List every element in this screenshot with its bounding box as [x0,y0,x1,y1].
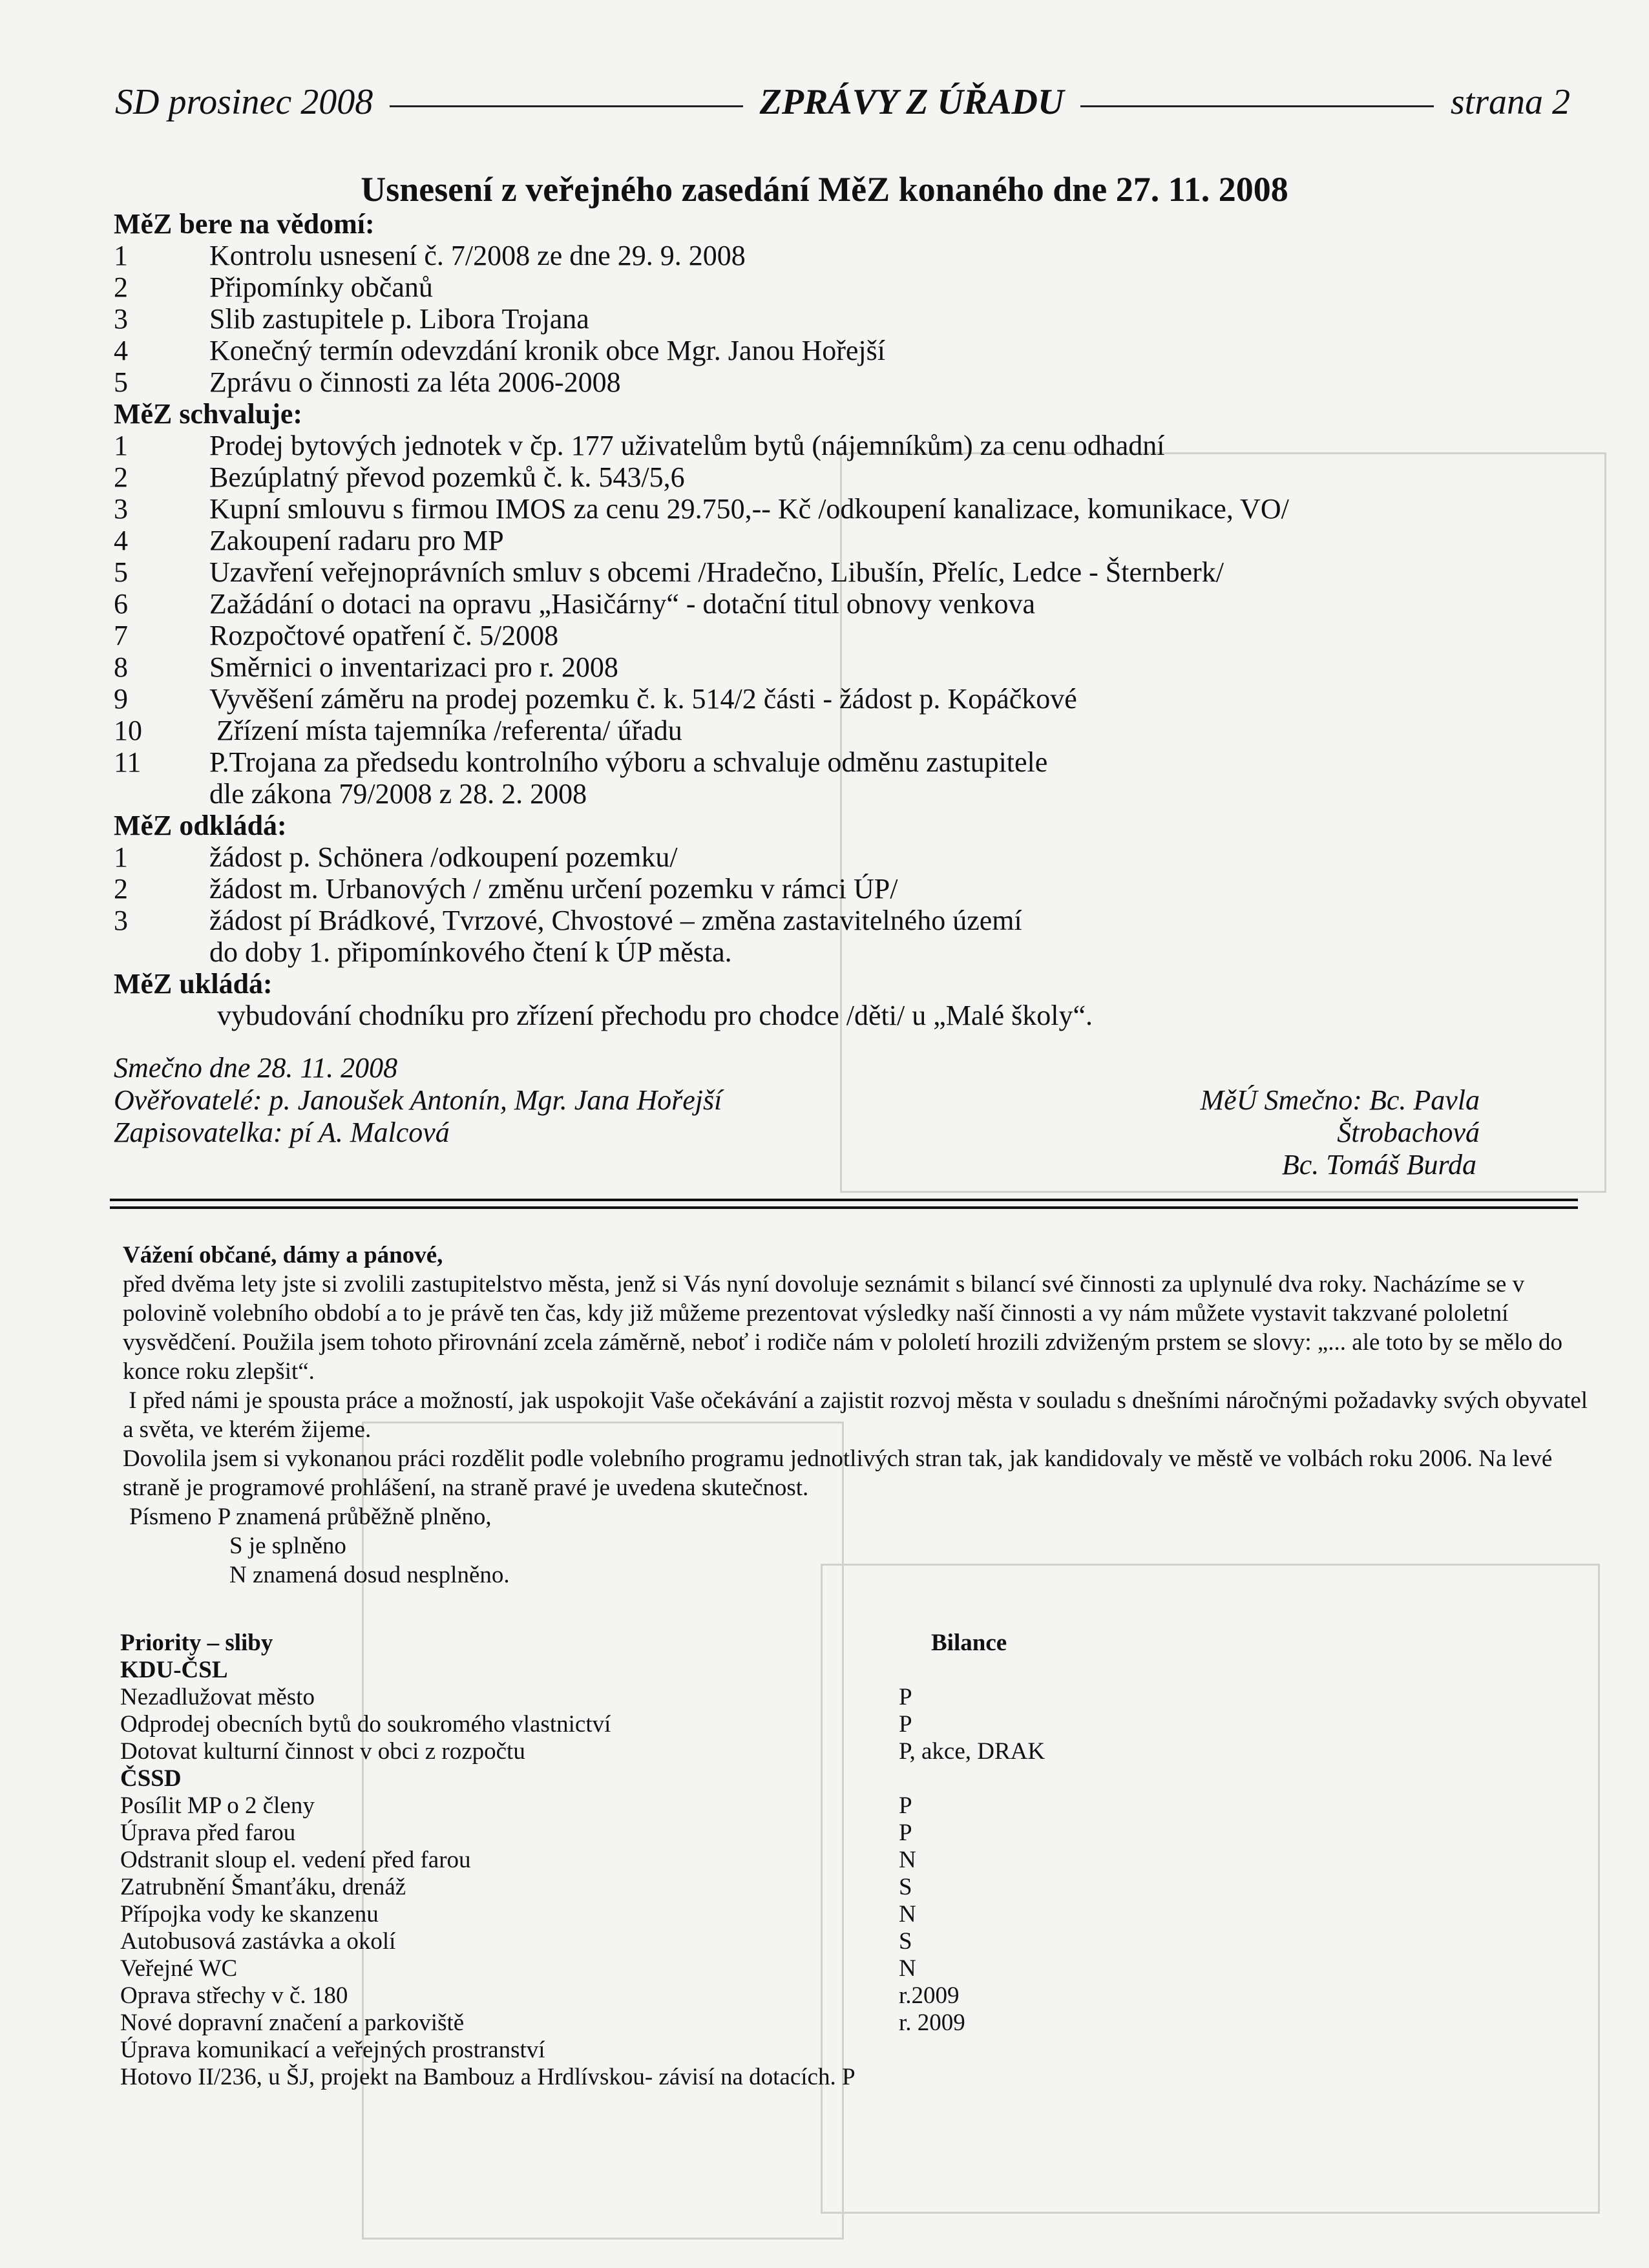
page-number: strana 2 [1450,82,1570,122]
signature-right [1105,1084,1480,1181]
legend [123,1502,1590,1590]
section-title: ZPRÁVY Z ÚŘADU [759,82,1064,122]
table-row-last: Hotovo II/236, u ŠJ, projekt na Bambouz a Hrdlívskou- závisí na dotacích. P [120,2064,856,2090]
party-kdu: KDU-ČSL [120,1657,228,1683]
paragraph: před dvěma lety jste si zvolili zastupitelstvo města, jenž si Vás nyní dovoluje seznámit s bilancí své činnosti za uplynulé dva roky. Nacházíme se v polovině volebního období a to je právě ten čas, kdy již můžeme prezentovat výsledky naší činnosti a vy nám můžete vystavit takzvané pololetní vysvědčení. Použila jsem tohoto přirovnání zcela záměrně, neboť i rodiče nám v pololetí hrozili zdviženým prstem se slovy: „... ale toto by se mělo do konce roku zlepšit“. [123,1271,1563,1385]
party-cssd: ČSSD [120,1765,182,1792]
office-signatory: MěÚ Smečno: Bc. Pavla Štrobachová [1200,1084,1480,1148]
recorder: Zapisovatelka: pí A. Malcová [114,1117,450,1148]
list-item: 1 žádost p. Schönera /odkoupení pozemku/ [114,841,678,873]
page-header [115,76,1570,128]
list-item: 4 Zakoupení radaru pro MP [114,525,504,556]
list-item-continuation: dle zákona 79/2008 z 28. 2. 2008 [209,778,587,810]
priorities-table [120,1630,1045,2091]
signature-left [114,1052,722,1149]
list-item: 9 Vyvěšení záměru na prodej pozemku č. k. 514/2 části - žádost p. Kopáčkové [114,683,1077,715]
resolutions [114,208,1561,1031]
table-row: Odprodej obecních bytů do soukromého vlastnictví P [120,1711,912,1738]
bere-heading: MěZ bere na vědomí: [114,208,375,240]
header-rule [390,105,742,107]
issue-label: SD prosinec 2008 [115,82,373,122]
table-row: Oprava střechy v č. 180 r.2009 [120,1982,960,2009]
list-item: 4 Konečný termín odevzdání kronik obce Mgr. Janou Hořejší [114,335,885,366]
list-item: 11 P.Trojana za předsedu kontrolního výboru a schvaluje odměnu zastupitele [114,746,1048,778]
list-item-continuation: do doby 1. připomínkového čtení k ÚP města. [209,936,732,968]
list-item: 8 Směrnici o inventarizaci pro r. 2008 [114,651,618,683]
list-item: 3 žádost pí Brádkové, Tvrzové, Chvostové – změna zastavitelného území [114,905,1022,936]
list-item: 5 Uzavření veřejnoprávních smluv s obcemi /Hradečno, Libušín, Přelíc, Ledce - Šternberk/ [114,556,1224,588]
section-divider [110,1199,1578,1209]
list-item: 10 Zřízení místa tajemníka /referenta/ úřadu [114,715,682,746]
list-item: 3 Slib zastupitele p. Libora Trojana [114,303,589,335]
table-header: Priority – sliby Bilance [120,1630,1007,1656]
table-row: Úprava komunikací a veřejných prostranství [120,2037,545,2063]
odklada-heading: MěZ odkládá: [114,810,287,841]
list-item: 1 Kontrolu usnesení č. 7/2008 ze dne 29. 9. 2008 [114,240,746,271]
office-signatory-2: Bc. Tomáš Burda [1281,1149,1476,1181]
list-item: 6 Zažádání o dotaci na opravu „Hasičárny“ - dotační titul obnovy venkova [114,588,1035,620]
list-item: 5 Zprávu o činnosti za léta 2006-2008 [114,366,621,398]
table-row: Úprava před farou P [120,1820,912,1846]
table-row: Veřejné WC N [120,1955,916,1982]
legend-p: Písmeno P znamená průběžně plněno, [129,1504,492,1530]
legend-n: N znamená dosud nesplněno. [229,1562,510,1588]
table-row: Nezadlužovat město P [120,1684,912,1710]
list-item: 2 Bezúplatný převod pozemků č. k. 543/5,6 [114,461,685,493]
list-item: 2 žádost m. Urbanových / změnu určení pozemku v rámci ÚP/ [114,873,898,905]
legend-s: S je splněno [229,1533,346,1559]
paragraph: I před námi je spousta práce a možností, jak uspokojit Vaše očekávání a zajistit rozvoj města v souladu s dnešními náročnými požadavky svých obyvatel a světa, ve kterém žijeme. [123,1387,1594,1443]
list-item: vybudování chodníku pro zřízení přechodu pro chodce /děti/ u „Malé školy“. [217,1000,1093,1031]
table-row: Posílit MP o 2 členy P [120,1792,912,1819]
table-row: Odstranit sloup el. vedení před farou N [120,1847,916,1873]
table-row: Autobusová zastávka a okolí S [120,1928,912,1955]
header-rule [1080,105,1433,107]
intro-letter [123,1241,1594,1590]
verifiers: Ověřovatelé: p. Janoušek Antonín, Mgr. Jana Hořejší [114,1084,722,1116]
resolution-title: Usnesení z veřejného zasedání MěZ konaného dne 27. 11. 2008 [361,170,1288,209]
table-row: Přípojka vody ke skanzenu N [120,1901,916,1927]
paragraph: Dovolila jsem si vykonanou práci rozdělit podle volebního programu jednotlivých stran tak, jak kandidovaly ve městě ve volbách roku 2006. Na levé straně je programové prohlášení, na straně pravé je uvedena skutečnost. [123,1445,1553,1501]
schvaluje-heading: MěZ schvaluje: [114,398,303,430]
list-item: 2 Připomínky občanů [114,271,433,303]
table-row: Zatrubnění Šmanťáku, drenáž S [120,1874,912,1900]
list-item: 1 Prodej bytových jednotek v čp. 177 uživatelům bytů (nájemníkům) za cenu odhadní [114,430,1165,461]
uklada-heading: MěZ ukládá: [114,968,273,1000]
greeting: Vážení občané, dámy a pánové, [123,1242,443,1268]
table-row: Dotovat kulturní činnost v obci z rozpočtu P, akce, DRAK [120,1738,1045,1765]
table-row: Nové dopravní značení a parkoviště r. 2009 [120,2010,965,2036]
list-item: 7 Rozpočtové opatření č. 5/2008 [114,620,559,651]
meeting-date: Smečno dne 28. 11. 2008 [114,1052,398,1084]
list-item: 3 Kupní smlouvu s firmou IMOS za cenu 29.750,-- Kč /odkoupení kanalizace, komunikace, VO/ [114,493,1289,525]
